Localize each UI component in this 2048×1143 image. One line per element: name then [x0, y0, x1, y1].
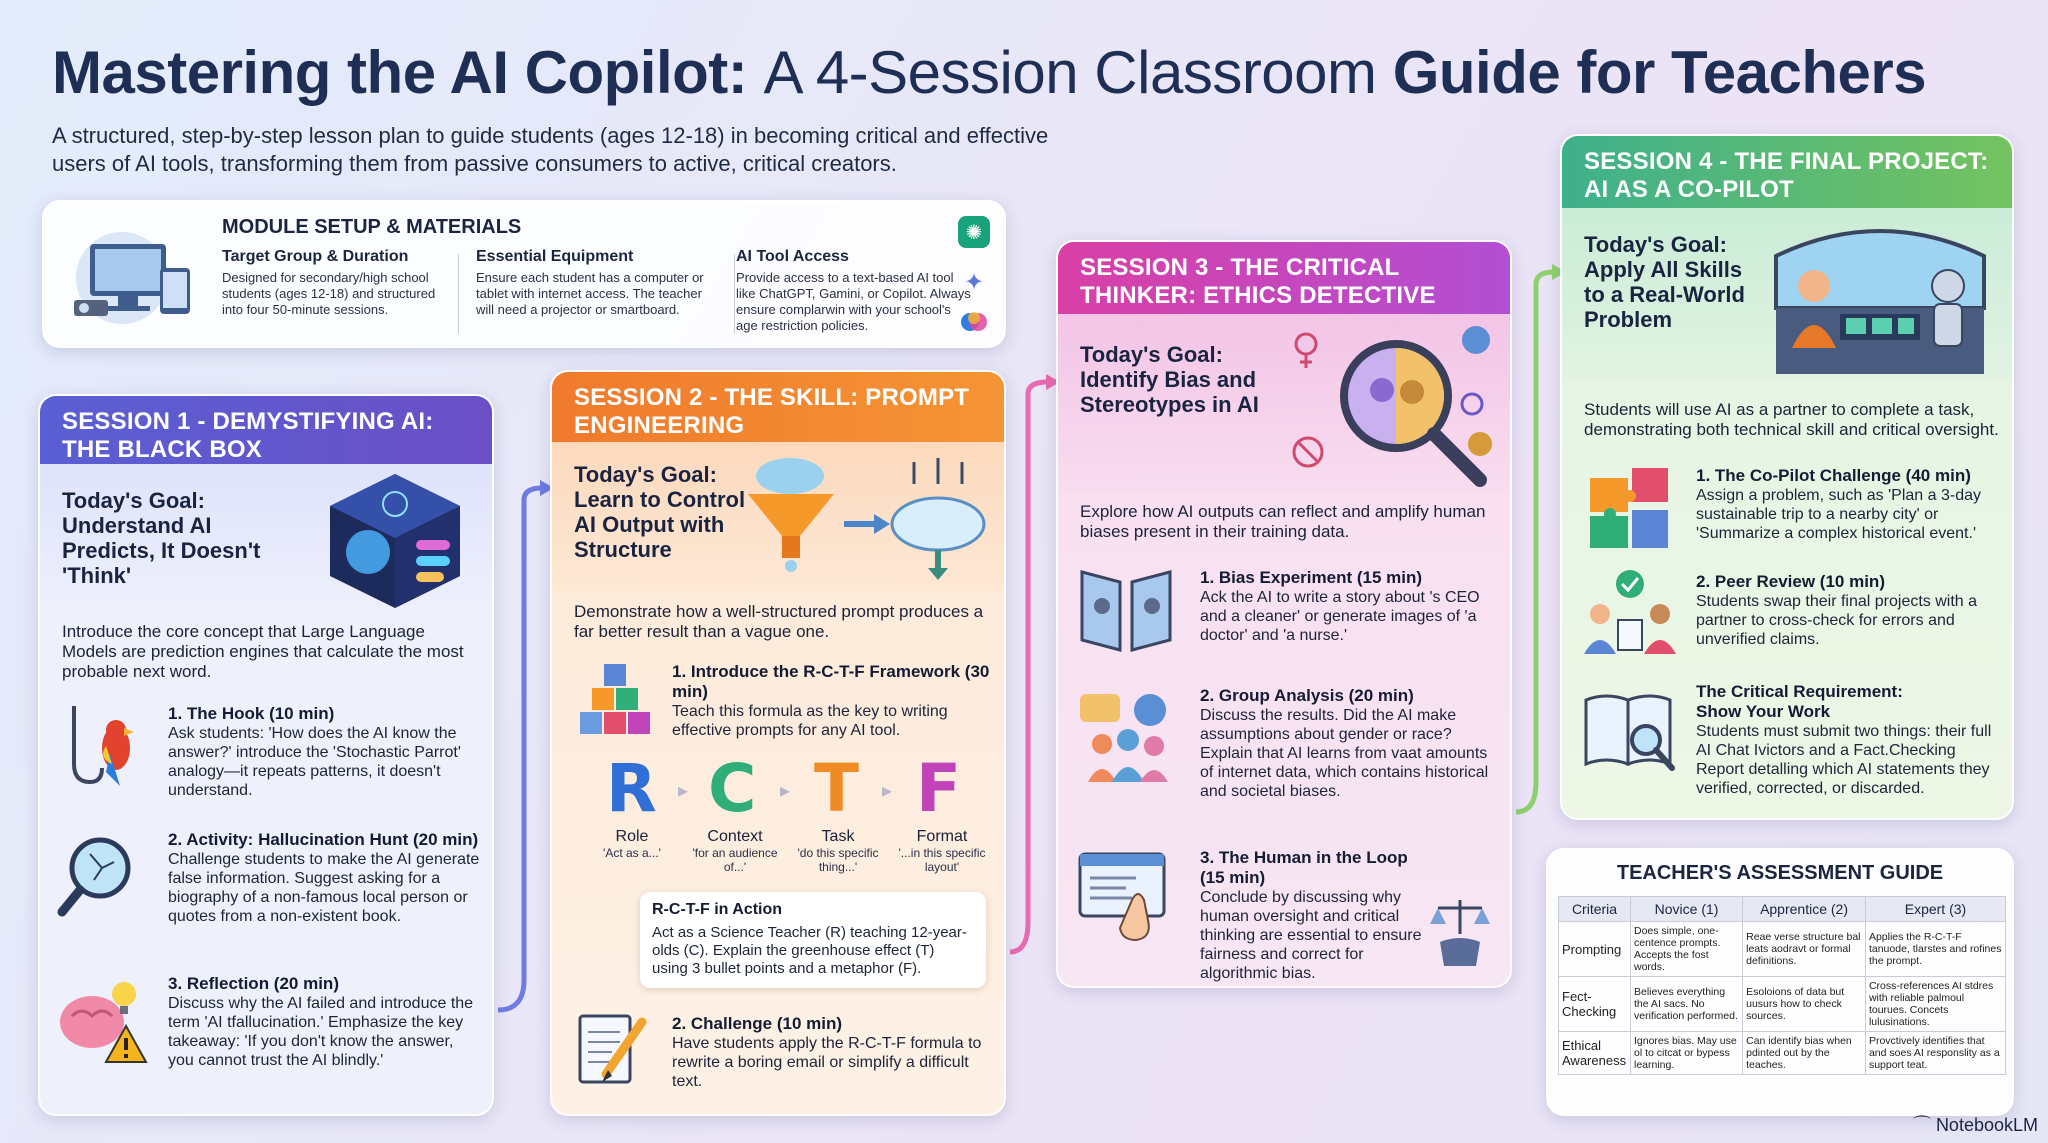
- letter-r-name: Role: [615, 828, 649, 845]
- step-text: Discuss why the AI failed and introduce the term 'AI tfallucination.' Emphasize the key takeaway: 'If you don't know the answer, you cannot trust the AI blindly.': [168, 995, 474, 1069]
- title-part-3: Guide for Teachers: [1392, 39, 1927, 106]
- mirror-reflection-icon: [1076, 562, 1176, 658]
- step-text: Teach this formula as the key to writing effective prompts for any AI tool.: [672, 703, 948, 739]
- cockpit-copilot-icon: [1770, 216, 1990, 376]
- setup-col-text: Provide access to a text-based AI tool like ChatGPT, Gamini, or Copilot. Always ensure complarwin with your school's age restriction policies.: [736, 270, 971, 333]
- step-title: 1. The Hook (10 min): [168, 704, 335, 723]
- step-title: 2. Peer Review (10 min): [1696, 572, 1885, 591]
- table-row: [1559, 922, 2006, 977]
- table-cell: Provctively identifies that and soes AI responslity as a support teat.: [1865, 1032, 2005, 1075]
- table-header: Expert (3): [1865, 897, 2005, 922]
- step-title: 1. The Co-Pilot Challenge (40 min): [1696, 466, 1971, 485]
- sparkle-icon: ✦: [963, 268, 985, 296]
- notebooklm-brand: [1913, 1111, 2038, 1137]
- session-3-description: Explore how AI outputs can reflect and amplify human biases present in their training data.: [1080, 502, 1486, 541]
- group-discussion-icon: [1076, 688, 1176, 784]
- step-title: 3. Reflection (20 min): [168, 974, 339, 993]
- letter-f-name: Format: [916, 828, 968, 845]
- assessment-guide-card: [1546, 848, 2014, 1116]
- table-cell: Esoloions of data but uusurs how to check sources.: [1743, 977, 1866, 1032]
- table-header: Criteria: [1559, 897, 1631, 922]
- step-text: Students swap their final projects with a partner to cross-check for errors and unverified claims.: [1696, 593, 1978, 648]
- letter-c: C: [708, 750, 757, 827]
- divider: [734, 254, 735, 334]
- step-title: 3. The Human in the Loop (15 min): [1200, 848, 1408, 887]
- setup-col-equipment: [476, 248, 712, 318]
- session-1-goal: Today's Goal: Understand AI Predicts, It Doesn't 'Think': [62, 488, 261, 588]
- rctf-example-text: Act as a Science Teacher (R) teaching 12-year-olds (C). Explain the greenhouse effect (T) using 3 bullet points and a metaphor (F).: [652, 924, 967, 977]
- letter-f-sub: '...in this specific layout': [898, 846, 986, 874]
- session-1-header: SESSION 1 - DEMYSTIFYING AI: THE BLACK BOX: [40, 396, 492, 464]
- table-cell: Can identify bias when pdinted out by the teaches.: [1743, 1032, 1866, 1075]
- session-4-header: SESSION 4 - THE FINAL PROJECT: AI AS A CO-PILOT: [1562, 136, 2012, 208]
- session-1-card: [38, 394, 494, 1116]
- session-3-card: [1056, 240, 1512, 988]
- title-part-2: A 4-Session Classroom: [763, 39, 1377, 106]
- book-magnifier-icon: [1580, 686, 1680, 776]
- session-2-goal: Today's Goal: Learn to Control AI Output with Structure: [574, 462, 746, 562]
- step-text: Ack the AI to write a story about 's CEO and a cleaner' or generate images of 'a doctor' and 'a nurse.': [1200, 589, 1480, 644]
- arrow-s1-to-s2: [494, 480, 554, 1020]
- setup-heading: MODULE SETUP & MATERIALS: [222, 216, 522, 238]
- table-header: Apprentice (2): [1743, 897, 1866, 922]
- table-cell: Prompting: [1559, 922, 1631, 977]
- page-subtitle: A structured, step-by-step lesson plan to guide students (ages 12-18) in becoming critical and effective users of AI tools, transforming them from passive consumers to active, critical creators.: [52, 123, 1049, 176]
- blocks-cube-icon: [570, 658, 660, 738]
- letter-r: R: [606, 750, 657, 827]
- session-1-step-2: [168, 830, 480, 926]
- session-3-goal: Today's Goal: Identify Bias and Stereotypes in AI: [1080, 342, 1259, 417]
- setup-col-ai-access: [736, 248, 972, 334]
- session-4-card: [1560, 134, 2014, 820]
- rctf-example-box: [640, 892, 986, 988]
- step-text: Assign a problem, such as 'Plan a 3-day sustainable trip to a nearby city' or 'Summarize a complex historical event.': [1696, 487, 1981, 542]
- step-title: 2. Activity: Hallucination Hunt (20 min): [168, 830, 479, 849]
- setup-col-title: Essential Equipment: [476, 248, 634, 265]
- table-row: [1559, 977, 2006, 1032]
- page-title: [52, 38, 2012, 107]
- peer-review-icon: [1580, 566, 1680, 656]
- session-2-header: SESSION 2 - THE SKILL: PROMPT ENGINEERING: [552, 372, 1004, 442]
- table-header-row: [1559, 897, 2006, 922]
- session-4-critical-requirement: [1696, 682, 2006, 798]
- letter-c-name: Context: [707, 828, 763, 845]
- brain-lightbulb-warning-icon: [52, 976, 152, 1066]
- chevron-right-icon: ▸: [780, 780, 791, 802]
- session-2-description: Demonstrate how a well-structured prompt produces a far better result than a vague one.: [574, 602, 984, 641]
- table-cell: Ignores bias. May use ol to citcat or bypess learning.: [1631, 1032, 1743, 1075]
- copilot-logo-icon: [958, 306, 990, 338]
- parrot-hook-icon: [54, 702, 140, 792]
- letter-t-name: Task: [821, 828, 855, 845]
- setup-col-title: AI Tool Access: [736, 248, 849, 265]
- assessment-heading: TEACHER'S ASSESSMENT GUIDE: [1616, 862, 1944, 884]
- step-text: Have students apply the R-C-T-F formula to rewrite a boring email or simplify a difficult text.: [672, 1035, 982, 1090]
- ai-black-box-cube-icon: [320, 468, 470, 614]
- step-text: Ask students: 'How does the AI know the answer?' introduce the 'Stochastic Parrot' analogy—it repeats patterns, it doesn't understand.: [168, 725, 461, 799]
- assessment-table: [1558, 896, 2006, 1075]
- chatgpt-logo-icon: ✺: [958, 216, 990, 248]
- letter-t-sub: 'do this specific thing...': [797, 846, 879, 874]
- session-3-step-1: [1200, 568, 1500, 645]
- magnifier-bias-icon: [1284, 320, 1504, 488]
- setup-col-title: Target Group & Duration: [222, 248, 409, 265]
- session-3-step-3: [1200, 848, 1432, 983]
- funnel-cloud-icon: [738, 454, 998, 580]
- session-2-step-1: [672, 662, 1006, 740]
- session-2-card: [550, 370, 1006, 1116]
- setup-col-text: Ensure each student has a computer or tablet with internet access. The teacher will need a projector or smartboard.: [476, 270, 704, 317]
- table-cell: Applies the R-C-T-F tanuode, tlarstes and rofines the prompt.: [1865, 922, 2005, 977]
- session-4-goal: Today's Goal: Apply All Skills to a Real-World Problem: [1584, 232, 1745, 332]
- step-title: 1. Bias Experiment (15 min): [1200, 568, 1423, 587]
- scales-hand-icon: [1420, 894, 1500, 970]
- rctf-example-title: R-C-T-F in Action: [652, 901, 783, 918]
- session-1-description: Introduce the core concept that Large Language Models are prediction engines that calculate the most probable next word.: [62, 622, 464, 681]
- table-cell: Ethical Awareness: [1559, 1032, 1631, 1075]
- letter-c-sub: 'for an audience of...': [692, 846, 778, 874]
- brand-label: NotebookLM: [1935, 1115, 2038, 1135]
- step-text: Challenge students to make the AI generate false information. Suggest asking for a biography of a non-famous local person or quotes from a non-existent book.: [168, 851, 480, 925]
- table-header: Novice (1): [1631, 897, 1743, 922]
- devices-icon: [64, 230, 204, 326]
- letter-t: T: [814, 750, 860, 827]
- chevron-right-icon: ▸: [882, 780, 893, 802]
- session-2-step-2: [672, 1014, 994, 1091]
- session-1-step-1: [168, 704, 478, 800]
- step-text: Conclude by discussing why human oversight and critical thinking are essential to ensure fairness and correct for algorithmic bias.: [1200, 889, 1422, 982]
- table-row: [1559, 1032, 2006, 1075]
- session-4-step-2: [1696, 572, 2004, 649]
- session-3-header: SESSION 3 - THE CRITICAL THINKER: ETHICS DETECTIVE: [1058, 242, 1510, 314]
- session-4-description: Students will use AI as a partner to complete a task, demonstrating both technical skill and critical oversight.: [1584, 400, 1999, 439]
- table-cell: Reae verse structure bal leats aodravt or formal definitions.: [1743, 922, 1866, 977]
- step-text: Discuss the results. Did the AI make assumptions about gender or race? Explain that AI learns from vaat amounts of internet data, which contains historical and societal biases.: [1200, 707, 1489, 800]
- table-cell: Cross-references AI stdres with reliable palmoul tourues. Concets lulusinations.: [1865, 977, 2005, 1032]
- session-4-step-1: [1696, 466, 2004, 543]
- step-title: 2. Challenge (10 min): [672, 1014, 843, 1033]
- setup-col-text: Designed for secondary/high school students (ages 12-18) and structured into four 50-minute sessions.: [222, 270, 436, 317]
- step-title: The Critical Requirement: Show Your Work: [1696, 682, 1903, 721]
- module-setup-card: [42, 200, 1006, 348]
- session-3-step-2: [1200, 686, 1500, 801]
- table-cell: Fect-Checking: [1559, 977, 1631, 1032]
- letter-r-sub: 'Act as a...': [603, 846, 661, 860]
- session-1-step-3: [168, 974, 480, 1070]
- table-cell: Believes everything the AI sacs. No verification performed.: [1631, 977, 1743, 1032]
- puzzle-pieces-icon: [1584, 462, 1680, 552]
- arrow-s2-to-s3: [1006, 372, 1062, 962]
- notebooklm-logo-icon: ⌒: [1912, 1115, 1931, 1135]
- hand-click-browser-icon: [1076, 848, 1176, 944]
- step-title: 1. Introduce the R-C-T-F Framework (30 min): [672, 662, 990, 701]
- divider: [458, 254, 459, 334]
- chevron-right-icon: ▸: [678, 780, 689, 802]
- step-title: 2. Group Analysis (20 min): [1200, 686, 1414, 705]
- title-part-1: Mastering the AI Copilot:: [52, 39, 748, 106]
- magnifier-broken-icon: [54, 828, 140, 918]
- letter-f: F: [916, 750, 962, 827]
- document-pencil-icon: [572, 1008, 652, 1094]
- setup-col-target: [222, 248, 458, 318]
- step-text: Students must submit two things: their full AI Chat Ivictors and a Fact.Checking Report detalling which AI statements they verified, corrected, or discarded.: [1696, 723, 1992, 797]
- table-cell: Does simple, one-centence prompts. Accepts the fost words.: [1631, 922, 1743, 977]
